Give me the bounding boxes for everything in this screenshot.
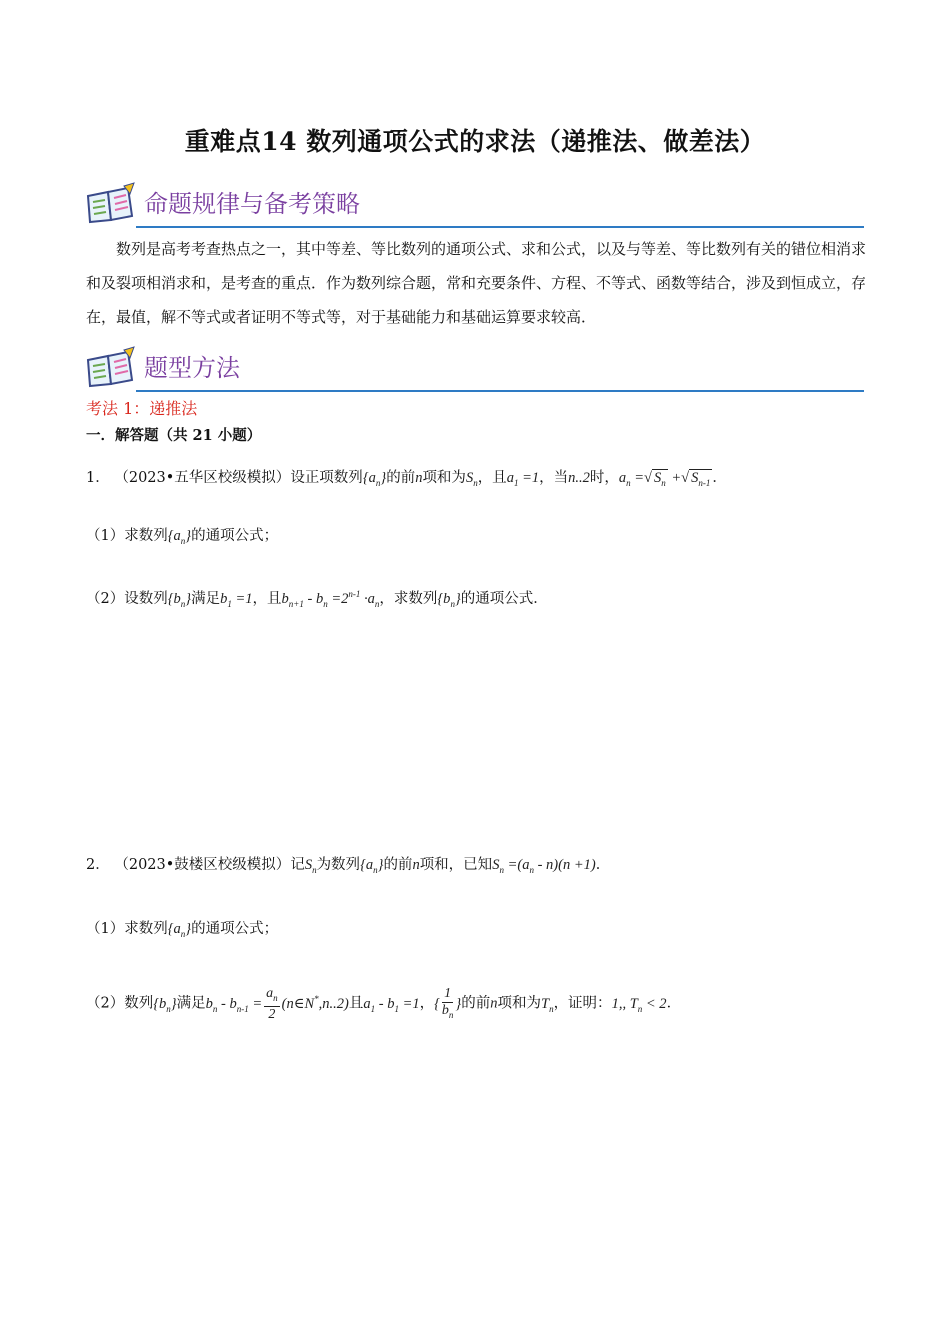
text: 项和，已知	[419, 857, 493, 873]
text: 满足	[176, 995, 206, 1012]
text: 设正项数列	[290, 470, 363, 486]
text: 求数列	[124, 528, 168, 544]
text: ，	[419, 995, 435, 1012]
problem-2-stem	[86, 853, 610, 875]
math: n	[415, 470, 423, 486]
text: 的通项公式．	[460, 591, 548, 607]
section-divider	[136, 226, 864, 228]
text: ．	[712, 470, 727, 486]
problem-source: （2023•五华区校级模拟）	[114, 470, 291, 486]
text: ．	[595, 857, 611, 873]
problem-1-part-1	[86, 524, 278, 546]
problem-source: （2023•鼓楼区校级模拟）	[114, 857, 291, 873]
section-divider	[136, 390, 864, 392]
math: $\{a_n\}$	[167, 921, 192, 939]
math: 1,, $T_n < 2$	[611, 995, 667, 1014]
problem-2-part-2	[86, 986, 681, 1023]
math: n	[412, 857, 420, 873]
text: 的前	[383, 857, 413, 873]
page-title: 重难点14 数列通项公式的求法（递推法、做差法）	[184, 127, 766, 156]
text: 求数列	[124, 921, 168, 937]
problem-number: 2．	[86, 857, 110, 873]
text: 设数列	[124, 591, 168, 607]
math: { $\frac{1}{b_n}$ }	[434, 986, 462, 1020]
math: $b_1 =1$	[220, 591, 253, 609]
text: 数列	[124, 995, 154, 1012]
open-book-icon	[84, 346, 138, 388]
problem-2-part-1	[86, 917, 278, 939]
text: ，且	[477, 470, 507, 486]
math: $\{b_n\}$	[437, 591, 461, 609]
math: $\{a_n\}$	[360, 857, 384, 875]
method-label: 考法 1：递推法	[86, 399, 198, 418]
math: $a_n$ =√ $S_n$ +√ $S_{n-1}$	[618, 470, 711, 488]
section-heading-methods	[84, 346, 864, 388]
text: 记	[290, 857, 305, 873]
math: $a_1 - b_1 =1$	[363, 995, 420, 1014]
math: $b_{n+1} - b_n =2^{n-1} \cdot a_n$	[281, 589, 380, 609]
problem-1-part-2	[86, 587, 548, 609]
math: n..2	[568, 470, 590, 486]
text: 时，	[589, 470, 619, 486]
text: ，求数列	[379, 591, 438, 607]
math: $a_1 =1$	[506, 470, 540, 488]
text: ．	[666, 995, 682, 1012]
text: 的前	[386, 470, 416, 486]
text: ，当	[539, 470, 569, 486]
text: 且	[348, 995, 364, 1012]
text: 的前	[461, 995, 491, 1012]
math: $\{b_n\}$	[153, 995, 177, 1014]
strategy-text: 数列是高考考查热点之一，其中等差、等比数列的通项公式、求和公式，以及与等差、等比数列有关的错位相消求和及裂项相消求和，是考查的重点．作为数列综合题，常和充要条件、方程、不等式、函数等结合，涉及到恒成立，存在，最值，解不等式或者证明不等式等，对于基础能力和基础运算要求较高．	[86, 240, 867, 326]
math: $S_n$	[304, 857, 317, 875]
math: $\{a_n\}$	[362, 470, 387, 488]
section-heading-strategy	[84, 182, 864, 224]
problem-1-stem	[86, 466, 727, 488]
math: $\{b_n\}$	[167, 591, 192, 609]
text: 的通项公式；	[191, 921, 279, 937]
part-label: （2）	[86, 591, 125, 607]
text: 项和为	[422, 470, 466, 486]
math: $T_n$	[540, 995, 554, 1014]
question-type-label: 一．解答题（共 21 小题）	[86, 427, 262, 444]
text: 项和为	[497, 995, 541, 1012]
text: 的通项公式；	[191, 528, 279, 544]
part-label: （1）	[86, 921, 125, 937]
text: ，且	[252, 591, 282, 607]
math: $\{a_n\}$	[167, 528, 192, 546]
text: 为数列	[316, 857, 361, 873]
problem-number: 1．	[86, 470, 110, 486]
section-heading-text: 题型方法	[144, 354, 240, 382]
strategy-paragraph	[86, 232, 866, 334]
part-label: （1）	[86, 528, 125, 544]
math: n	[490, 995, 498, 1012]
open-book-icon	[84, 182, 138, 224]
text: 满足	[191, 591, 221, 607]
math: $S_n =(a_n - n)(n +1)$	[492, 857, 596, 875]
math: $S_n$	[465, 470, 478, 488]
text: ，证明：	[553, 995, 612, 1012]
part-label: （2）	[86, 995, 125, 1012]
section-heading-text: 命题规律与备考策略	[144, 190, 360, 218]
math: $b_n - b_{n-1}$ = $\frac{a_n}{2}$ (n∈N*,n..2)	[205, 986, 349, 1022]
